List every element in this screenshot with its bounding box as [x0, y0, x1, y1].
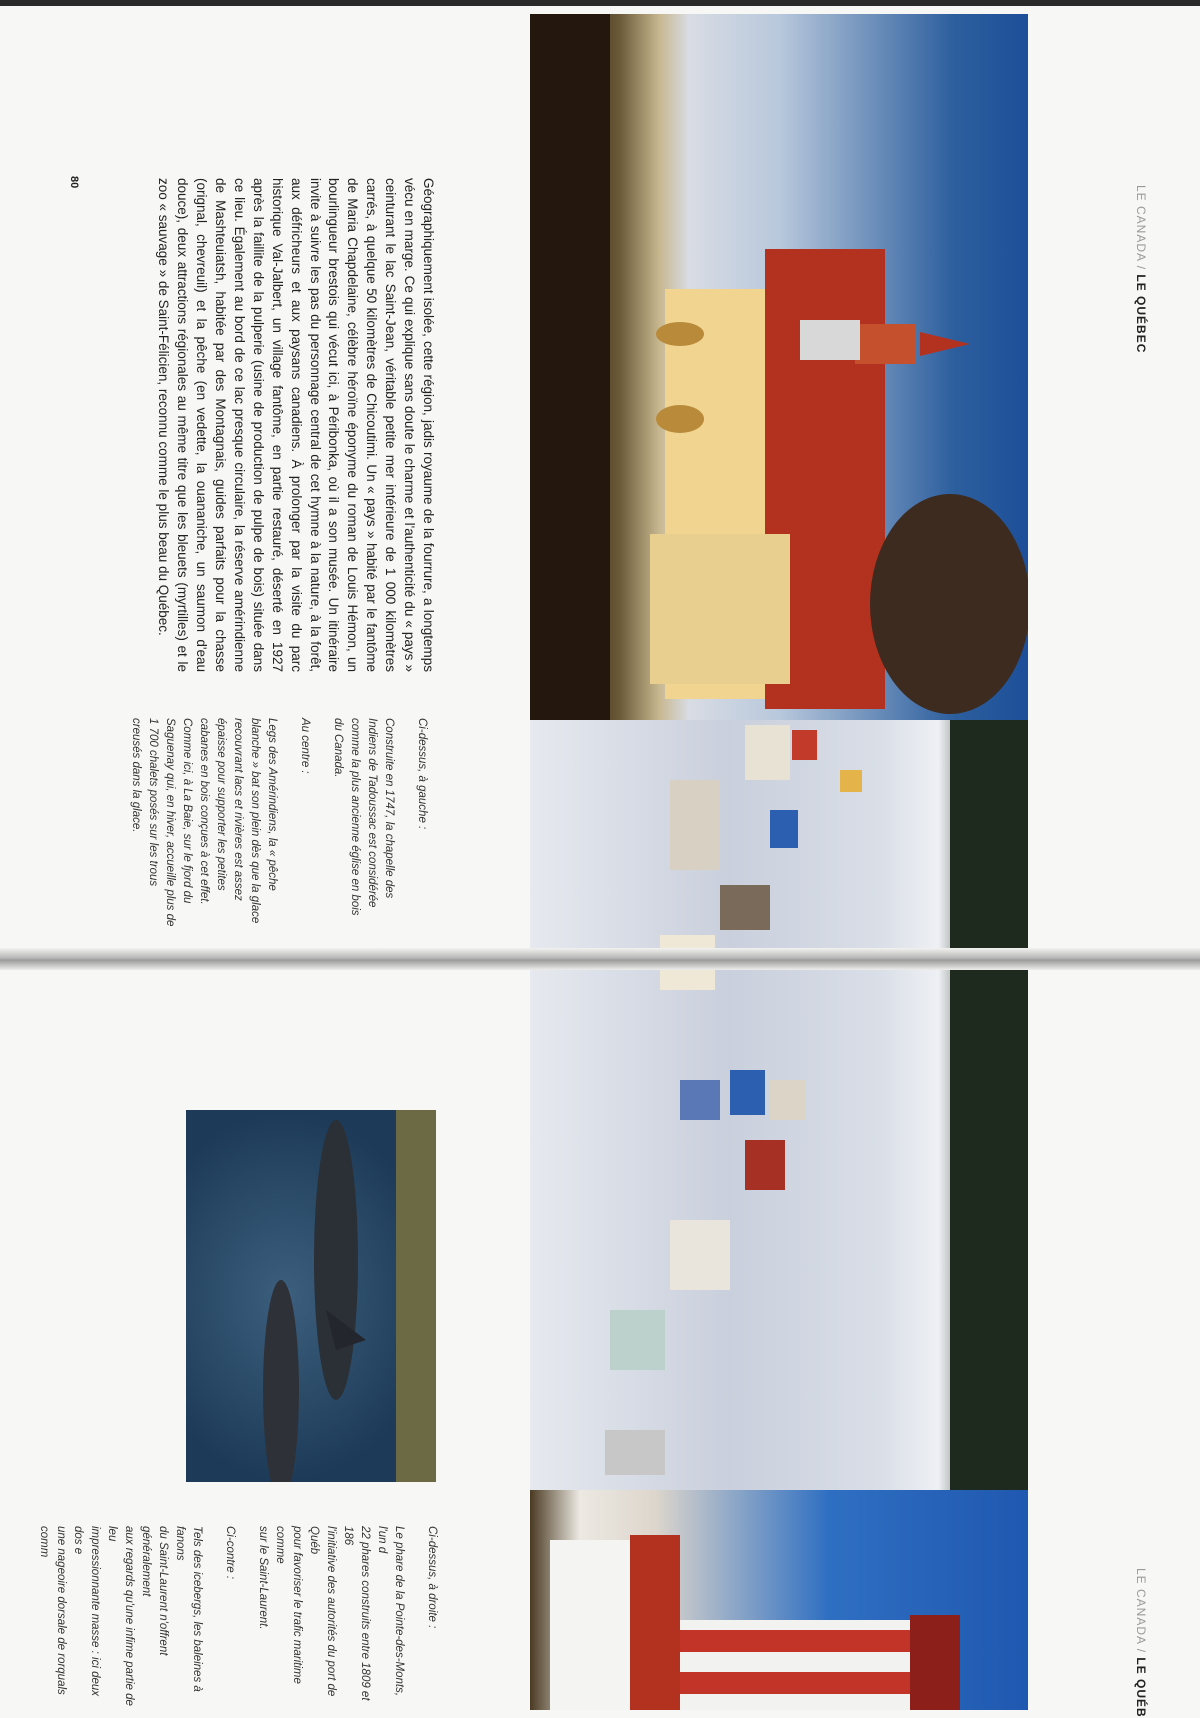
chapel-illustration — [530, 14, 1028, 720]
body-paragraph: Géographiquement isolée, cette région, jadis royaume de la fourrure, a longtemps vécu en marge. Ce qui explique sans doute le charme et l'authenticité du « pays » ceinturant le lac Saint-Jean, véritable petite mer intérieure de 1 000 kilomètres carrés, à quelque 50 kilomètres de Chicoutimi. Un « pays » habité par le fantôme de Maria Chapdelaine, célèbre héroïne éponyme du roman de Louis Hémon, un bourlingueur brestois qui vécut ici, à Péribonka, où il a son musée. Un itinéraire invite à suivre les pas du personnage central de cet hymne à la nature, à la forêt, aux défricheurs et aux paysans canadiens. À prolonger par la visite du parc historique Val-Jalbert, un village fantôme, en partie restauré, déserté en 1927 après la faillite de la pulperie (usine de production de pulpe de bois) située dans ce lieu. Également au bord de ce lac presque circulaire, la réserve amérindienne de Mashteuiatsh, habitée par des Montagnais, guides parfaits pour la chasse (orignal, chevreuil) et la pêche (en vedette, la ouananiche, un saumon d'eau douce), deux attractions régionales au même titre que les bleuets (myrtilles) et le zoo « sauvage » de Saint-Félicien, reconnu comme le plus beau du Québec. — [156, 178, 436, 672]
lighthouse-illustration — [530, 1490, 1028, 1710]
chapel-photo — [530, 14, 1028, 720]
running-head-region: LE QUÉBEC — [1134, 274, 1148, 354]
caption-line: du Saint-Laurent n'offrent généralement — [140, 1526, 169, 1656]
scanner-edge — [0, 0, 1200, 6]
caption-text — [254, 1526, 407, 1710]
caption-line: Tels des icebergs, les baleines à fanons — [174, 1526, 203, 1692]
caption-line: pour favoriser le trafic maritime comme — [274, 1526, 303, 1684]
caption-line: Le phare de la Pointe-des-Monts, l'un d — [376, 1526, 405, 1697]
caption-line: une nageoire dorsale de rorquals comm — [38, 1526, 67, 1695]
body-text — [153, 178, 437, 672]
caption-line: aux regards qu'une infime partie de leu — [106, 1526, 135, 1706]
lighthouse-photo — [530, 1490, 1028, 1710]
running-head-right — [1134, 1568, 1148, 1718]
cabins-illustration — [530, 720, 1028, 1490]
caption-heading: Ci-dessus, à gauche : — [416, 718, 428, 830]
caption-heading: Au centre : — [299, 718, 311, 774]
running-head-left — [1134, 185, 1148, 353]
ice-fishing-cabins-photo — [530, 720, 1028, 1490]
caption-heading: Ci-contre : — [224, 1526, 236, 1580]
caption-line: 22 phares construits entre 1809 et 186 — [342, 1526, 371, 1701]
whales-photo — [186, 1110, 436, 1482]
caption-line: sur le Saint-Laurent. — [257, 1526, 269, 1630]
caption-line: impressionnante masse : ici deux dos e — [72, 1526, 101, 1697]
captions-left — [111, 718, 430, 928]
running-head-region: LE QUÉB — [1134, 1657, 1148, 1718]
caption-line: l'initiative des autorités du port de Québ — [308, 1526, 337, 1697]
whales-illustration — [186, 1110, 436, 1482]
caption-text: Construite en 1747, la chapelle des Indiens de Tadoussac est considérée comme la plus ancienne église en bois du Canada. — [332, 718, 395, 916]
caption-text — [35, 1526, 205, 1710]
captions-right — [35, 1526, 440, 1710]
caption-text: Legs des Amérindiens, la « pêche blanche » bat son plein dès que la glace recouvrant lacs et rivières est assez épaisse pour supporter les petites cabanes en bois conçues à cet effet. Comme ici, à La Baie, sur le fjord du Saguenay qui, en hiver, accueille plus de 1 700 chalets posés sur les trous creusés dans la glace. — [130, 718, 278, 927]
running-head-country: LE CANADA / — [1134, 185, 1148, 275]
folio: 80 — [68, 176, 80, 189]
caption-heading: Ci-dessus, à droite : — [426, 1526, 438, 1629]
page-fold — [0, 948, 1200, 970]
running-head-country: LE CANADA / — [1134, 1568, 1148, 1658]
